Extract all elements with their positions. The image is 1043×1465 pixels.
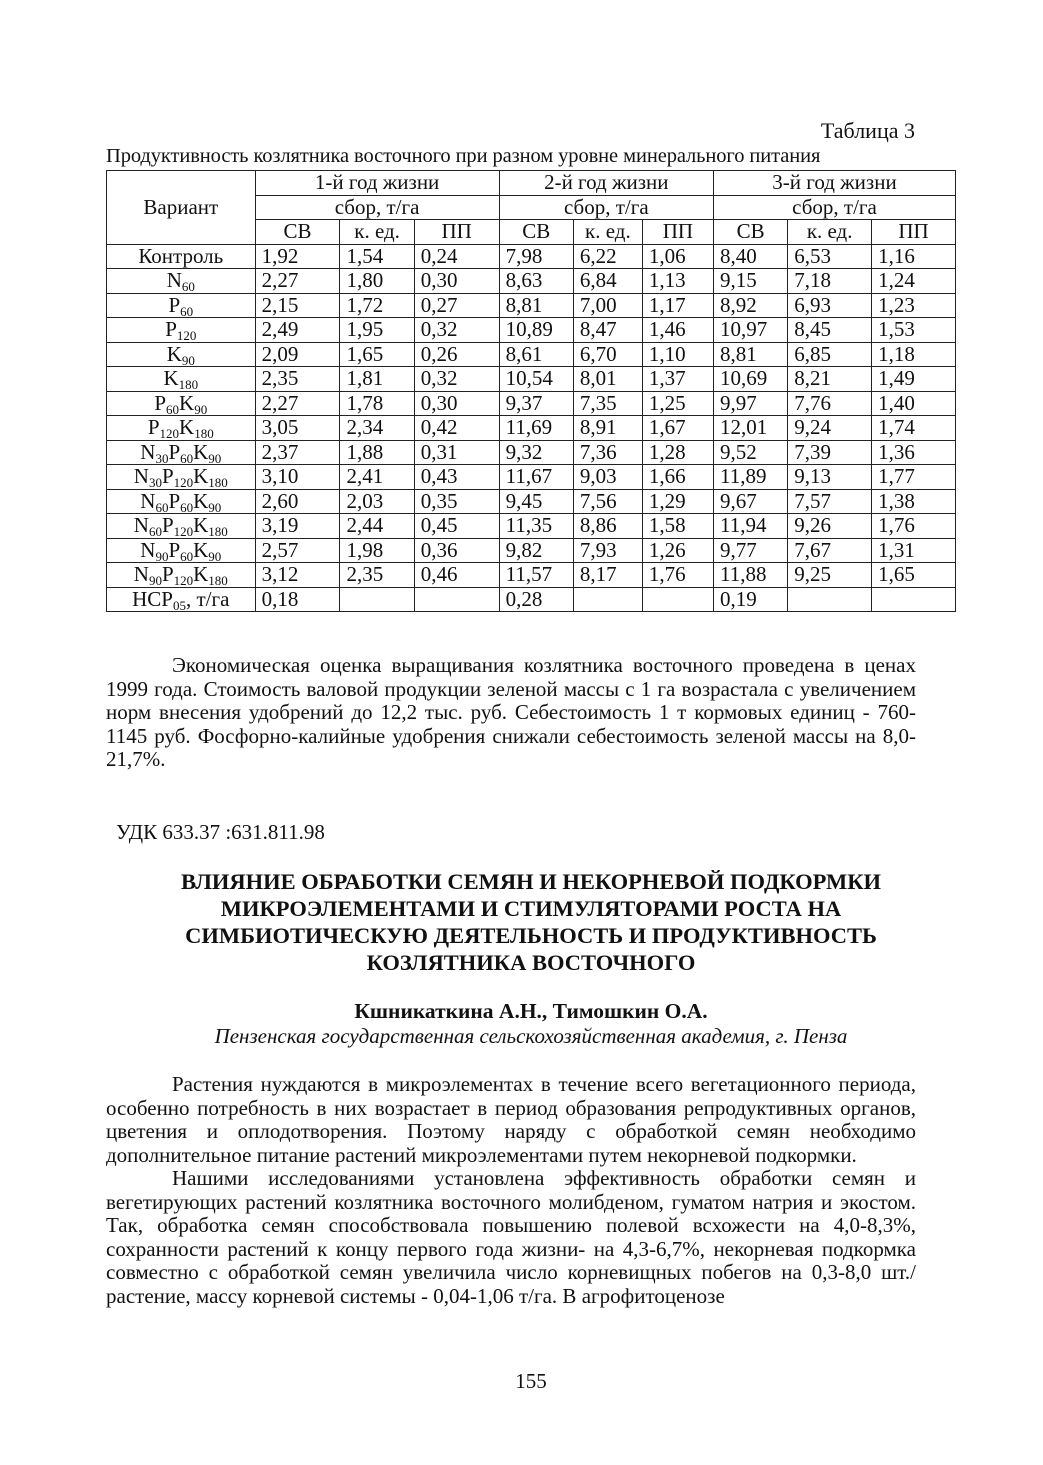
table-caption: Продуктивность козлятника восточного при разном уровне минерального питания <box>106 145 821 167</box>
subcol-header: СВ <box>713 220 787 245</box>
variant-cell: $P_{60}$ <box>107 293 256 318</box>
results-paragraph: Нашими исследованиями установлена эффективность обработки семян и вегетирующих растений козлятника восточного молибденом, гуматом натрия и экостом. Так, обработка семян способствовала повышению полевой всхожести на 4,0-8,3%, сохранности растений к концу первого года жизни- на 4,3-6,7%, некорневая подкормка совместно с обработкой семян увеличила число корневищных побегов на 0,3-8,0 шт./растение, массу корневой системы - 0,04-1,06 т/га. В агрофитоценозе <box>106 1166 916 1308</box>
value-cell: 2,35 <box>340 563 414 588</box>
value-cell: 7,57 <box>788 489 872 514</box>
variant-cell: $K_{90}$ <box>107 342 256 367</box>
value-cell: 8,21 <box>788 367 872 392</box>
table-row <box>107 391 956 416</box>
value-cell: 9,37 <box>499 391 573 416</box>
value-cell: 2,27 <box>255 269 340 294</box>
value-cell: 1,65 <box>340 342 414 367</box>
value-cell: 0,32 <box>414 367 499 392</box>
table-row <box>107 318 956 343</box>
value-cell: 1,25 <box>642 391 713 416</box>
value-cell: 8,86 <box>573 514 642 539</box>
value-cell: 0,31 <box>414 440 499 465</box>
value-cell: 9,45 <box>499 489 573 514</box>
subcol-header: ПП <box>642 220 713 245</box>
value-cell: 11,69 <box>499 416 573 441</box>
value-cell: 7,18 <box>788 269 872 294</box>
value-cell: 1,29 <box>642 489 713 514</box>
table-row <box>107 244 956 269</box>
subcol-header: ПП <box>872 220 956 245</box>
variant-cell: Контроль <box>107 244 256 269</box>
value-cell: 9,15 <box>713 269 787 294</box>
value-cell: 9,82 <box>499 538 573 563</box>
value-cell: 11,94 <box>713 514 787 539</box>
value-cell: 8,63 <box>499 269 573 294</box>
value-cell: 1,66 <box>642 465 713 490</box>
value-cell: 0,27 <box>414 293 499 318</box>
header-year-1: 1-й год жизни <box>255 171 499 196</box>
value-cell: 1,17 <box>642 293 713 318</box>
author-institution: Пензенская государственная сельскохозяйственная академия, г. Пенза <box>214 1024 848 1048</box>
table-row <box>107 489 956 514</box>
value-cell: 6,84 <box>573 269 642 294</box>
value-cell: 0,35 <box>414 489 499 514</box>
value-cell: 6,53 <box>788 244 872 269</box>
table-row <box>107 563 956 588</box>
value-cell <box>414 587 499 612</box>
value-cell: 1,88 <box>340 440 414 465</box>
value-cell: 7,76 <box>788 391 872 416</box>
value-cell: 1,26 <box>642 538 713 563</box>
economic-paragraph <box>106 654 916 772</box>
value-cell: 1,65 <box>872 563 956 588</box>
value-cell: 1,13 <box>642 269 713 294</box>
variant-cell: $P_{120}$ <box>107 318 256 343</box>
value-cell: 2,35 <box>255 367 340 392</box>
value-cell: 2,57 <box>255 538 340 563</box>
value-cell: 9,13 <box>788 465 872 490</box>
value-cell: 1,78 <box>340 391 414 416</box>
value-cell: 1,06 <box>642 244 713 269</box>
header-sbor-3: сбор, т/га <box>713 195 955 220</box>
body-text <box>106 1073 916 1308</box>
variant-cell: $N_{30}P_{120}K_{180}$ <box>107 465 256 490</box>
value-cell: 1,37 <box>642 367 713 392</box>
value-cell: 0,43 <box>414 465 499 490</box>
variant-cell: $N_{90}P_{60}K_{90}$ <box>107 538 256 563</box>
table-row <box>107 587 956 612</box>
value-cell: 3,05 <box>255 416 340 441</box>
value-cell: 1,76 <box>872 514 956 539</box>
value-cell: 2,44 <box>340 514 414 539</box>
subcol-header: СВ <box>499 220 573 245</box>
value-cell: 9,26 <box>788 514 872 539</box>
value-cell: 8,40 <box>713 244 787 269</box>
value-cell: 8,45 <box>788 318 872 343</box>
value-cell: 1,23 <box>872 293 956 318</box>
value-cell: 1,53 <box>872 318 956 343</box>
value-cell <box>573 587 642 612</box>
variant-cell: $N_{30}P_{60}K_{90}$ <box>107 440 256 465</box>
value-cell: 0,42 <box>414 416 499 441</box>
value-cell: 1,67 <box>642 416 713 441</box>
value-cell: 1,38 <box>872 489 956 514</box>
table-row <box>107 342 956 367</box>
variant-cell: $N_{90}P_{120}K_{180}$ <box>107 563 256 588</box>
value-cell: 2,41 <box>340 465 414 490</box>
value-cell: 1,24 <box>872 269 956 294</box>
header-year-2: 2-й год жизни <box>499 171 713 196</box>
header-year-3: 3-й год жизни <box>713 171 955 196</box>
value-cell: 1,92 <box>255 244 340 269</box>
header-sbor-2: сбор, т/га <box>499 195 713 220</box>
value-cell: 0,46 <box>414 563 499 588</box>
value-cell: 10,54 <box>499 367 573 392</box>
value-cell: 7,00 <box>573 293 642 318</box>
value-cell: 2,60 <box>255 489 340 514</box>
value-cell: 0,24 <box>414 244 499 269</box>
value-cell: 2,15 <box>255 293 340 318</box>
table-row <box>107 269 956 294</box>
paragraph-text: Экономическая оценка выращивания козлятника восточного проведена в ценах 1999 года. Стоимость валовой продукции зеленой массы с 1 га возрастала с увеличением норм внесения удобрений до 12,2 тыс. руб. Себестоимость 1 т кормовых единиц - 760-1145 руб. Фосфорно-калийные удобрения снижали себестоимость зеленой массы на 8,0-21,7%. <box>106 653 916 771</box>
udk-code: УДК 633.37 :631.811.98 <box>116 820 325 844</box>
value-cell: 1,77 <box>872 465 956 490</box>
value-cell: 10,69 <box>713 367 787 392</box>
value-cell <box>340 587 414 612</box>
value-cell: 0,26 <box>414 342 499 367</box>
value-cell: 7,36 <box>573 440 642 465</box>
value-cell: 8,01 <box>573 367 642 392</box>
value-cell: 8,61 <box>499 342 573 367</box>
value-cell: 2,03 <box>340 489 414 514</box>
value-cell: 2,09 <box>255 342 340 367</box>
value-cell <box>872 587 956 612</box>
variant-cell: $N_{60}P_{120}K_{180}$ <box>107 514 256 539</box>
article-authors: Кшникаткина А.Н., Тимошкин О.А. <box>354 999 708 1023</box>
value-cell: 1,98 <box>340 538 414 563</box>
value-cell: 1,54 <box>340 244 414 269</box>
value-cell: 6,85 <box>788 342 872 367</box>
value-cell: 1,31 <box>872 538 956 563</box>
value-cell: 9,03 <box>573 465 642 490</box>
value-cell: 11,88 <box>713 563 787 588</box>
value-cell: 2,27 <box>255 391 340 416</box>
value-cell: 1,74 <box>872 416 956 441</box>
value-cell <box>642 587 713 612</box>
value-cell: 10,97 <box>713 318 787 343</box>
value-cell: 1,81 <box>340 367 414 392</box>
value-cell: 1,40 <box>872 391 956 416</box>
variant-cell: $НСР_{05}$, т/га <box>107 587 256 612</box>
value-cell: 3,12 <box>255 563 340 588</box>
variant-cell: $P_{60}K_{90}$ <box>107 391 256 416</box>
value-cell: 11,35 <box>499 514 573 539</box>
value-cell: 0,32 <box>414 318 499 343</box>
value-cell: 1,36 <box>872 440 956 465</box>
value-cell: 1,80 <box>340 269 414 294</box>
value-cell: 10,89 <box>499 318 573 343</box>
header-sbor-1: сбор, т/га <box>255 195 499 220</box>
table-row <box>107 465 956 490</box>
value-cell: 0,30 <box>414 269 499 294</box>
value-cell: 7,67 <box>788 538 872 563</box>
value-cell: 0,19 <box>713 587 787 612</box>
value-cell: 11,89 <box>713 465 787 490</box>
value-cell: 2,49 <box>255 318 340 343</box>
value-cell: 0,30 <box>414 391 499 416</box>
table-label: Таблица 3 <box>820 118 915 143</box>
value-cell: 3,19 <box>255 514 340 539</box>
value-cell: 0,36 <box>414 538 499 563</box>
value-cell: 8,17 <box>573 563 642 588</box>
subcol-header: ПП <box>414 220 499 245</box>
value-cell: 1,76 <box>642 563 713 588</box>
value-cell: 0,18 <box>255 587 340 612</box>
value-cell: 9,25 <box>788 563 872 588</box>
value-cell: 6,22 <box>573 244 642 269</box>
subcol-header: к. ед. <box>788 220 872 245</box>
value-cell: 6,93 <box>788 293 872 318</box>
value-cell: 8,92 <box>713 293 787 318</box>
value-cell: 9,32 <box>499 440 573 465</box>
value-cell: 2,34 <box>340 416 414 441</box>
value-cell: 1,95 <box>340 318 414 343</box>
variant-cell: $P_{120}K_{180}$ <box>107 416 256 441</box>
value-cell: 9,97 <box>713 391 787 416</box>
value-cell: 8,81 <box>713 342 787 367</box>
table-row <box>107 416 956 441</box>
value-cell: 1,18 <box>872 342 956 367</box>
value-cell: 1,58 <box>642 514 713 539</box>
value-cell: 1,10 <box>642 342 713 367</box>
value-cell: 9,24 <box>788 416 872 441</box>
value-cell: 11,67 <box>499 465 573 490</box>
value-cell: 1,72 <box>340 293 414 318</box>
value-cell: 7,93 <box>573 538 642 563</box>
value-cell: 1,46 <box>642 318 713 343</box>
value-cell: 7,98 <box>499 244 573 269</box>
value-cell: 8,91 <box>573 416 642 441</box>
value-cell: 8,47 <box>573 318 642 343</box>
value-cell: 6,70 <box>573 342 642 367</box>
table-row <box>107 293 956 318</box>
value-cell: 0,28 <box>499 587 573 612</box>
variant-cell: $N_{60}$ <box>107 269 256 294</box>
value-cell: 3,10 <box>255 465 340 490</box>
variant-cell: $N_{60}P_{60}K_{90}$ <box>107 489 256 514</box>
table-row <box>107 514 956 539</box>
table-row <box>107 440 956 465</box>
subcol-header: СВ <box>255 220 340 245</box>
value-cell: 1,28 <box>642 440 713 465</box>
value-cell: 9,77 <box>713 538 787 563</box>
productivity-table <box>106 170 956 612</box>
value-cell <box>788 587 872 612</box>
value-cell: 9,52 <box>713 440 787 465</box>
value-cell: 0,45 <box>414 514 499 539</box>
variant-cell: $K_{180}$ <box>107 367 256 392</box>
value-cell: 1,49 <box>872 367 956 392</box>
value-cell: 1,16 <box>872 244 956 269</box>
value-cell: 12,01 <box>713 416 787 441</box>
table-row <box>107 367 956 392</box>
value-cell: 11,57 <box>499 563 573 588</box>
table-row <box>107 538 956 563</box>
subcol-header: к. ед. <box>573 220 642 245</box>
value-cell: 7,56 <box>573 489 642 514</box>
intro-paragraph: Растения нуждаются в микроэлементах в течение всего вегетационного периода, особенно потребность в них возрастает в период образования репродуктивных органов, цветения и оплодотворения. Поэтому наряду с обработкой семян необходимо дополнительное питание растений микроэлементами путем некорневой подкормки. <box>106 1072 916 1167</box>
subcol-header: к. ед. <box>340 220 414 245</box>
value-cell: 2,37 <box>255 440 340 465</box>
value-cell: 8,81 <box>499 293 573 318</box>
value-cell: 7,35 <box>573 391 642 416</box>
header-variant: Вариант <box>107 171 256 245</box>
value-cell: 7,39 <box>788 440 872 465</box>
article-title: ВЛИЯНИЕ ОБРАБОТКИ СЕМЯН И НЕКОРНЕВОЙ ПОДКОРМКИ МИКРОЭЛЕМЕНТАМИ И СТИМУЛЯТОРАМИ РОСТА НА СИМБИОТИЧЕСКУЮ ДЕЯТЕЛЬНОСТЬ И ПРОДУКТИВНОСТЬ КОЗЛЯТНИКА ВОСТОЧНОГО <box>180 869 882 975</box>
value-cell: 9,67 <box>713 489 787 514</box>
page-number: 155 <box>515 1369 547 1393</box>
